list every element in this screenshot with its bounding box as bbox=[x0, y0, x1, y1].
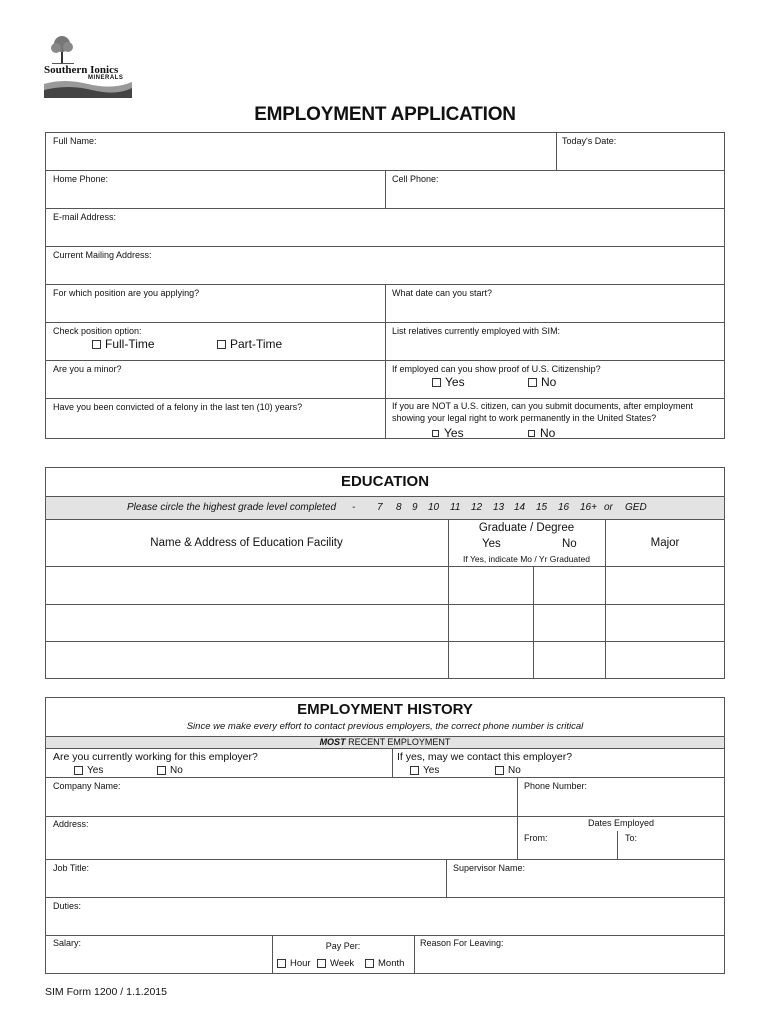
facility-header: Name & Address of Education Facility bbox=[150, 537, 343, 549]
cell-phone-field[interactable]: Cell Phone: bbox=[392, 174, 439, 184]
checkbox-icon bbox=[92, 340, 101, 349]
grade-10[interactable]: 10 bbox=[428, 502, 440, 513]
mailing-address-field[interactable]: Current Mailing Address: bbox=[53, 250, 152, 260]
currently-working-yes-checkbox[interactable]: Yes bbox=[74, 765, 103, 776]
pay-month-checkbox[interactable]: Month bbox=[365, 958, 404, 969]
grade-dash: - bbox=[352, 502, 356, 513]
education-row[interactable] bbox=[46, 642, 724, 678]
minor-field[interactable]: Are you a minor? bbox=[53, 364, 122, 374]
grade-16-plus[interactable]: 16+ bbox=[580, 502, 597, 513]
check-position-label: Check position option: bbox=[53, 326, 142, 336]
grade-13[interactable]: 13 bbox=[493, 502, 505, 513]
citizenship-no-checkbox[interactable]: No bbox=[528, 375, 556, 389]
education-title: EDUCATION bbox=[340, 473, 430, 490]
to-date-field[interactable]: To: bbox=[625, 833, 638, 843]
form-number: SIM Form 1200 / 1.1.2015 bbox=[45, 986, 167, 998]
checkbox-icon bbox=[528, 378, 537, 387]
dates-employed-label: Dates Employed bbox=[587, 818, 655, 828]
education-row[interactable] bbox=[46, 567, 724, 603]
currently-working-label: Are you currently working for this employer? bbox=[53, 751, 258, 763]
documents-no-checkbox[interactable]: No bbox=[528, 426, 555, 440]
citizenship-yes-checkbox[interactable]: Yes bbox=[432, 375, 465, 389]
grade-9[interactable]: 9 bbox=[412, 502, 418, 513]
position-field[interactable]: For which position are you applying? bbox=[53, 288, 200, 298]
grade-7[interactable]: 7 bbox=[377, 502, 383, 513]
grade-prompt: Please circle the highest grade level completed bbox=[127, 502, 337, 513]
pay-week-checkbox[interactable]: Week bbox=[317, 958, 354, 969]
address-field[interactable]: Address: bbox=[53, 819, 89, 829]
currently-working-no-checkbox[interactable]: No bbox=[157, 765, 183, 776]
email-field[interactable]: E-mail Address: bbox=[53, 212, 117, 222]
home-phone-field[interactable]: Home Phone: bbox=[53, 174, 109, 184]
company-name-field[interactable]: Company Name: bbox=[53, 781, 121, 791]
checkbox-icon bbox=[74, 766, 83, 775]
checkbox-icon bbox=[365, 959, 374, 968]
employment-subtitle: Since we make every effort to contact previous employers, the correct phone number is critical bbox=[186, 721, 584, 732]
checkbox-icon bbox=[432, 378, 441, 387]
pay-hour-checkbox[interactable]: Hour bbox=[277, 958, 311, 969]
from-date-field[interactable]: From: bbox=[524, 833, 548, 843]
grade-11[interactable]: 11 bbox=[450, 502, 461, 513]
employment-title: EMPLOYMENT HISTORY bbox=[297, 701, 473, 718]
todays-date-field[interactable]: Today's Date: bbox=[562, 136, 617, 146]
logo-subname: MINERALS bbox=[88, 75, 124, 81]
checkbox-icon bbox=[495, 766, 504, 775]
not-citizen-label-2: showing your legal right to work permanently in the United States? bbox=[392, 413, 657, 423]
felony-field[interactable]: Have you been convicted of a felony in the last ten (10) years? bbox=[53, 402, 303, 412]
pay-per-label: Pay Per: bbox=[325, 941, 361, 951]
grade-14[interactable]: 14 bbox=[514, 502, 526, 513]
checkbox-icon bbox=[410, 766, 419, 775]
graduate-yes: Yes bbox=[482, 538, 501, 550]
recent-employment-label: MOST RECENT EMPLOYMENT bbox=[319, 737, 451, 747]
full-name-field[interactable]: Full Name: bbox=[53, 136, 97, 146]
salary-field[interactable]: Salary: bbox=[53, 938, 82, 948]
citizenship-label: If employed can you show proof of U.S. Citizenship? bbox=[392, 364, 601, 374]
part-time-checkbox[interactable]: Part-Time bbox=[217, 337, 282, 351]
checkbox-icon bbox=[217, 340, 226, 349]
checkbox-icon bbox=[157, 766, 166, 775]
checkbox-icon bbox=[432, 430, 439, 437]
grade-8[interactable]: 8 bbox=[396, 502, 402, 513]
start-date-field[interactable]: What date can you start? bbox=[392, 288, 493, 298]
relatives-field[interactable]: List relatives currently employed with SIM: bbox=[392, 326, 561, 336]
may-contact-yes-checkbox[interactable]: Yes bbox=[410, 765, 439, 776]
may-contact-label: If yes, may we contact this employer? bbox=[397, 751, 573, 763]
grade-ged[interactable]: GED bbox=[625, 502, 647, 513]
not-citizen-label-1: If you are NOT a U.S. citizen, can you submit documents, after employment bbox=[392, 401, 693, 411]
documents-yes-checkbox[interactable]: Yes bbox=[432, 426, 464, 440]
job-title-field[interactable]: Job Title: bbox=[53, 863, 90, 873]
grade-or: or bbox=[604, 502, 613, 513]
full-time-checkbox[interactable]: Full-Time bbox=[92, 337, 155, 351]
phone-number-field[interactable]: Phone Number: bbox=[524, 781, 588, 791]
education-row[interactable] bbox=[46, 605, 724, 640]
grade-12[interactable]: 12 bbox=[471, 502, 483, 513]
graduate-header: Graduate / Degree bbox=[478, 522, 575, 534]
page-title: EMPLOYMENT APPLICATION bbox=[254, 104, 516, 125]
checkbox-icon bbox=[277, 959, 286, 968]
graduate-no: No bbox=[562, 538, 577, 550]
major-header: Major bbox=[650, 537, 680, 549]
supervisor-field[interactable]: Supervisor Name: bbox=[453, 863, 526, 873]
checkbox-icon bbox=[317, 959, 326, 968]
duties-field[interactable]: Duties: bbox=[53, 901, 82, 911]
grade-15[interactable]: 15 bbox=[536, 502, 548, 513]
reason-for-leaving-field[interactable]: Reason For Leaving: bbox=[420, 938, 504, 948]
grade-16[interactable]: 16 bbox=[558, 502, 570, 513]
checkbox-icon bbox=[528, 430, 535, 437]
graduated-note: If Yes, indicate Mo / Yr Graduated bbox=[463, 554, 590, 564]
may-contact-no-checkbox[interactable]: No bbox=[495, 765, 521, 776]
logo-name: Southern Ionics bbox=[44, 64, 119, 76]
